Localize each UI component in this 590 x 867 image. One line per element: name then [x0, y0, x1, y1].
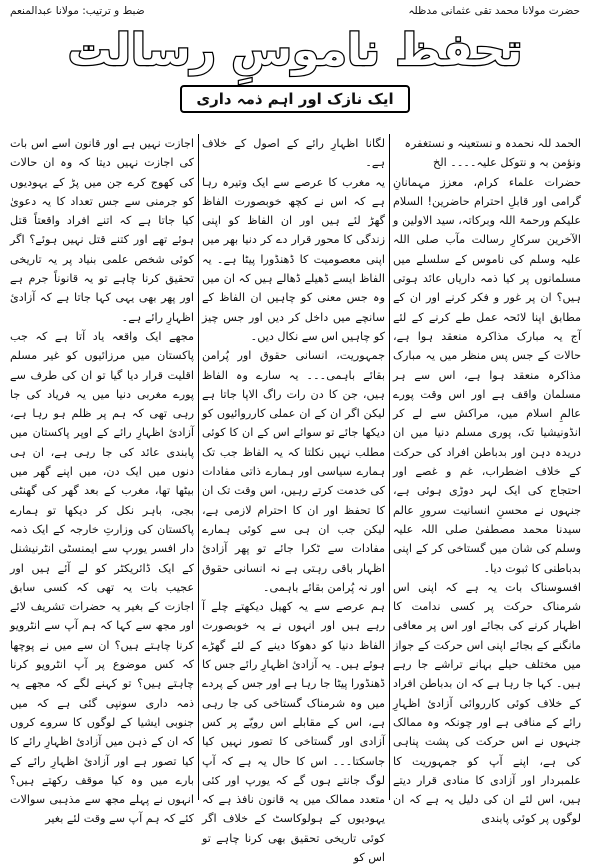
paragraph: ونؤمن بہ و نتوکل علیہ۔۔۔۔ الخ	[433, 156, 581, 170]
column-right	[393, 134, 581, 826]
author-credit: حضرت مولانا محمد تقی عثمانی مدظلہ	[408, 5, 580, 17]
article-subtitle: ایک نازک اور اہم ذمہ داری	[180, 85, 409, 113]
paragraph: جمہوریت، انسانی حقوق اور پُرامن بقائے باہمی۔۔۔ یہ سارے وہ الفاظ ہیں، جن کا دن رات راگ الاپا جاتا ہے لیکن اگر ان کے ان عملی کارروائیوں کو دیکھا جائے تو سوائے اس کے ان کا کوئی مطلب نہیں نکلتا کہ یہ الفاظ جب تک ہمارے سیاسی اور ہمارے ذاتی مفادات کی خدمت کرتے رہیں، اس وقت تک ان کا تحفظ اور ان کا احترام لازمی ہے، لیکن جب ان ہی سے کوئی ہمارے مفادات سے ٹکرا جائے تو پھر آزادیٔ اظہار باقی رہتی ہے نہ انسانی حقوق اور نہ پُرامن بقائے باہمی۔	[202, 349, 385, 594]
paragraph: الحمد للہ نحمدہ و نستعینہ و نستغفرہ	[404, 137, 581, 150]
paragraph: اجازت نہیں ہے اور قانون اسے اس بات کی اجازت نہیں دیتا کہ وہ ان حالات کی کھوج کرے جن میں پڑ کے یہودیوں کو جرمنی سے جس تعداد کا یہ دعویٰ کیا جاتا ہے کہ اتنے افراد واقعتاً قتل ہوئے تھے اور کتنے قتل نہیں ہوئے؟ اگر کوئی شخص علمی بنیاد پر یہ تاریخی تحقیق کرنا چاہے تو یہ قانوناً جرم ہے اور پھر بھی یہی کہا جاتا ہے کہ آزادیٔ اظہارِ رائے ہے۔	[10, 137, 194, 324]
paragraph: لگانا اظہارِ رائے کے اصول کے خلاف ہے۔	[202, 137, 385, 170]
paragraph: یہ مغرب کا عرصے سے ایک وتیرہ رہا ہے کہ اس نے کچھ خوبصورت الفاظ گھڑ لئے ہیں اور ان الفاظ کو اپنی زندگی کا محور قرار دے کر دنیا بھر میں اپنی معصومیت کا ڈھنڈورا پیٹا ہے۔ یہ الفاظ ایسے ڈھیلے ڈھالے ہیں کہ ان میں وہ جس معنی کو چاہیں ان الفاظ کے سانچے میں داخل کر دیں اور جس چیز کو چاہیں اس سے نکال دیں۔	[202, 175, 385, 343]
subtitle-banner	[0, 85, 590, 113]
paragraph: مجھے ایک واقعہ یاد آتا ہے کہ جب پاکستان میں مرزائیوں کو غیر مسلم اقلیت قرار دیا گیا تو ان کی طرف سے پورے مغربی دنیا میں یہ فریاد کی جا رہی تھی کہ ہم پر ظلم ہو رہا ہے، آزادیٔ اظہارِ رائے کے اوپر پاکستان میں پابندی عائد کی جا رہی ہے، ان ہی دنوں میں ایک دن، میں اپنے گھر میں بیٹھا تھا، مغرب کے بعد گھر کی گھنٹی بجی، باہر نکل کر دیکھا تو ہمارے پاکستان کی وزارتِ خارجہ کے ایک ذمہ دار افسر یورپ سے ایمنسٹی انٹرنیشنل کے ایک ڈائریکٹر کو لے آئے ہیں اور عجیب بات یہ تھی کہ کسی سابق اجازت کے بغیر یہ حضرات تشریف لائے اور مجھ سے کہا کہ ہم آپ سے انٹرویو کرنا چاہتے ہیں؟ ان سے میں نے پوچھا کہ کس موضوع پر آپ انٹرویو کرنا چاہتے ہیں؟ تو کہنے لگے کہ مجھے یہ ذمہ داری سونپی گئی ہے کہ میں جنوبی ایشیا کے لوگوں کا سروے کروں کہ ان کے ذہن میں آزادیٔ اظہارِ رائے کا کیا تصور ہے اور آزادیٔ اظہارِ رائے کے بارے میں وہ کیا موقف رکھتے ہیں؟ انہوں نے پہلے مجھ سے مذہبی سوالات کئے کہ ہم آپ سے وقت لئے بغیر	[10, 329, 194, 826]
compiler-credit: ضبط و ترتیب: مولانا عبدالمنعم	[10, 5, 145, 17]
paragraph: افسوسناک بات یہ ہے کہ اپنی اس شرمناک حرکت پر کسی ندامت کا اظہار کرنے کی بجائے اور اس پر معافی مانگنے کے بجائے اپنی اس حرکت کے جواز میں مختلف حیلے بہانے تراشے جا رہے ہیں۔ کہا جا رہا ہے کہ ان بدباطن افراد کے خلاف کوئی کارروائی آزادیٔ اظہارِ رائے کے منافی ہے اور چونکہ وہ ممالک جنہوں نے اس حرکت کی پشت پناہی کی ہے، اپنے آپ کو جمہوریت کا علمبردار اور آزادی کا منادی قرار دیتے ہیں، اس لئے ان کی دلیل یہ ہے کہ ان لوگوں پر کوئی پابندی	[393, 580, 581, 826]
paragraph: ہم عرصے سے یہ کھیل دیکھتے چلے آ رہے ہیں اور انہوں نے یہ خوبصورت الفاظ دنیا کو دھوکا دینے کے لئے گھڑے ہوئے ہیں۔ یہ آزادیٔ اظہارِ رائے جس کا ڈھنڈورا پیٹا جا رہا ہے اور جس کے پردے میں وہ شرمناک گستاخی کی جا رہی ہے، اس کے مقابلے اس رویّے پر کس آزادی اور گستاخی کا تصور نہیں کیا جاسکتا۔۔۔ اس کا حال یہ ہے کہ آپ لوگ جانتے ہوں گے کہ یورپ اور کئی متعدد ممالک میں یہ قانون نافذ ہے کہ یہودیوں کے ہولوکاسٹ کے خلاف اگر کوئی تاریخی تحقیق بھی کرنا چاہے تو اس کو	[202, 600, 385, 864]
paragraph: حضرات علماء کرام، معزز مہمانانِ گرامی اور قابلِ احترام حاضرین! السلام علیکم ورحمۃ اللہ وبرکاتہ، سید الاولین و الآخرین سرکارِ رسالت مآب صلی اللہ علیہ وسلم کی ناموس کے سلسلے میں مسلمانوں پر کیا ذمہ داریاں عائد ہوتی ہیں؟ ان پر غور و فکر کرنے اور ان کے مطابق اپنا لائحہ عمل طے کرنے کے لئے آج یہ مبارک مذاکرہ منعقد ہوا ہے، حالات کے جس پس منظر میں یہ مبارک مذاکرہ منعقد ہوا ہے، اس سے ہر مسلمان واقف ہے اور اس وقت پورے عالمِ اسلام میں، مراکش سے لے کر انڈونیشیا تک، پوری مسلم دنیا میں ان دریدہ دہن اور بدباطن افراد کی حرکت کے خلاف اضطراب، غم و غصے اور احتجاج کی ایک لہر دوڑی ہوئی ہے، جنہوں نے محسنِ انسانیت سرورِ عالم سیدنا محمد مصطفیٰ صلی اللہ علیہ وسلم کی شان میں گستاخی کر کے اپنی بدباطنی کا ثبوت دیا۔	[393, 175, 581, 575]
column-middle	[202, 134, 385, 864]
column-left	[10, 134, 194, 826]
article-title: تحفظ ناموسِ رسالت	[67, 25, 523, 76]
article-body	[0, 134, 590, 864]
